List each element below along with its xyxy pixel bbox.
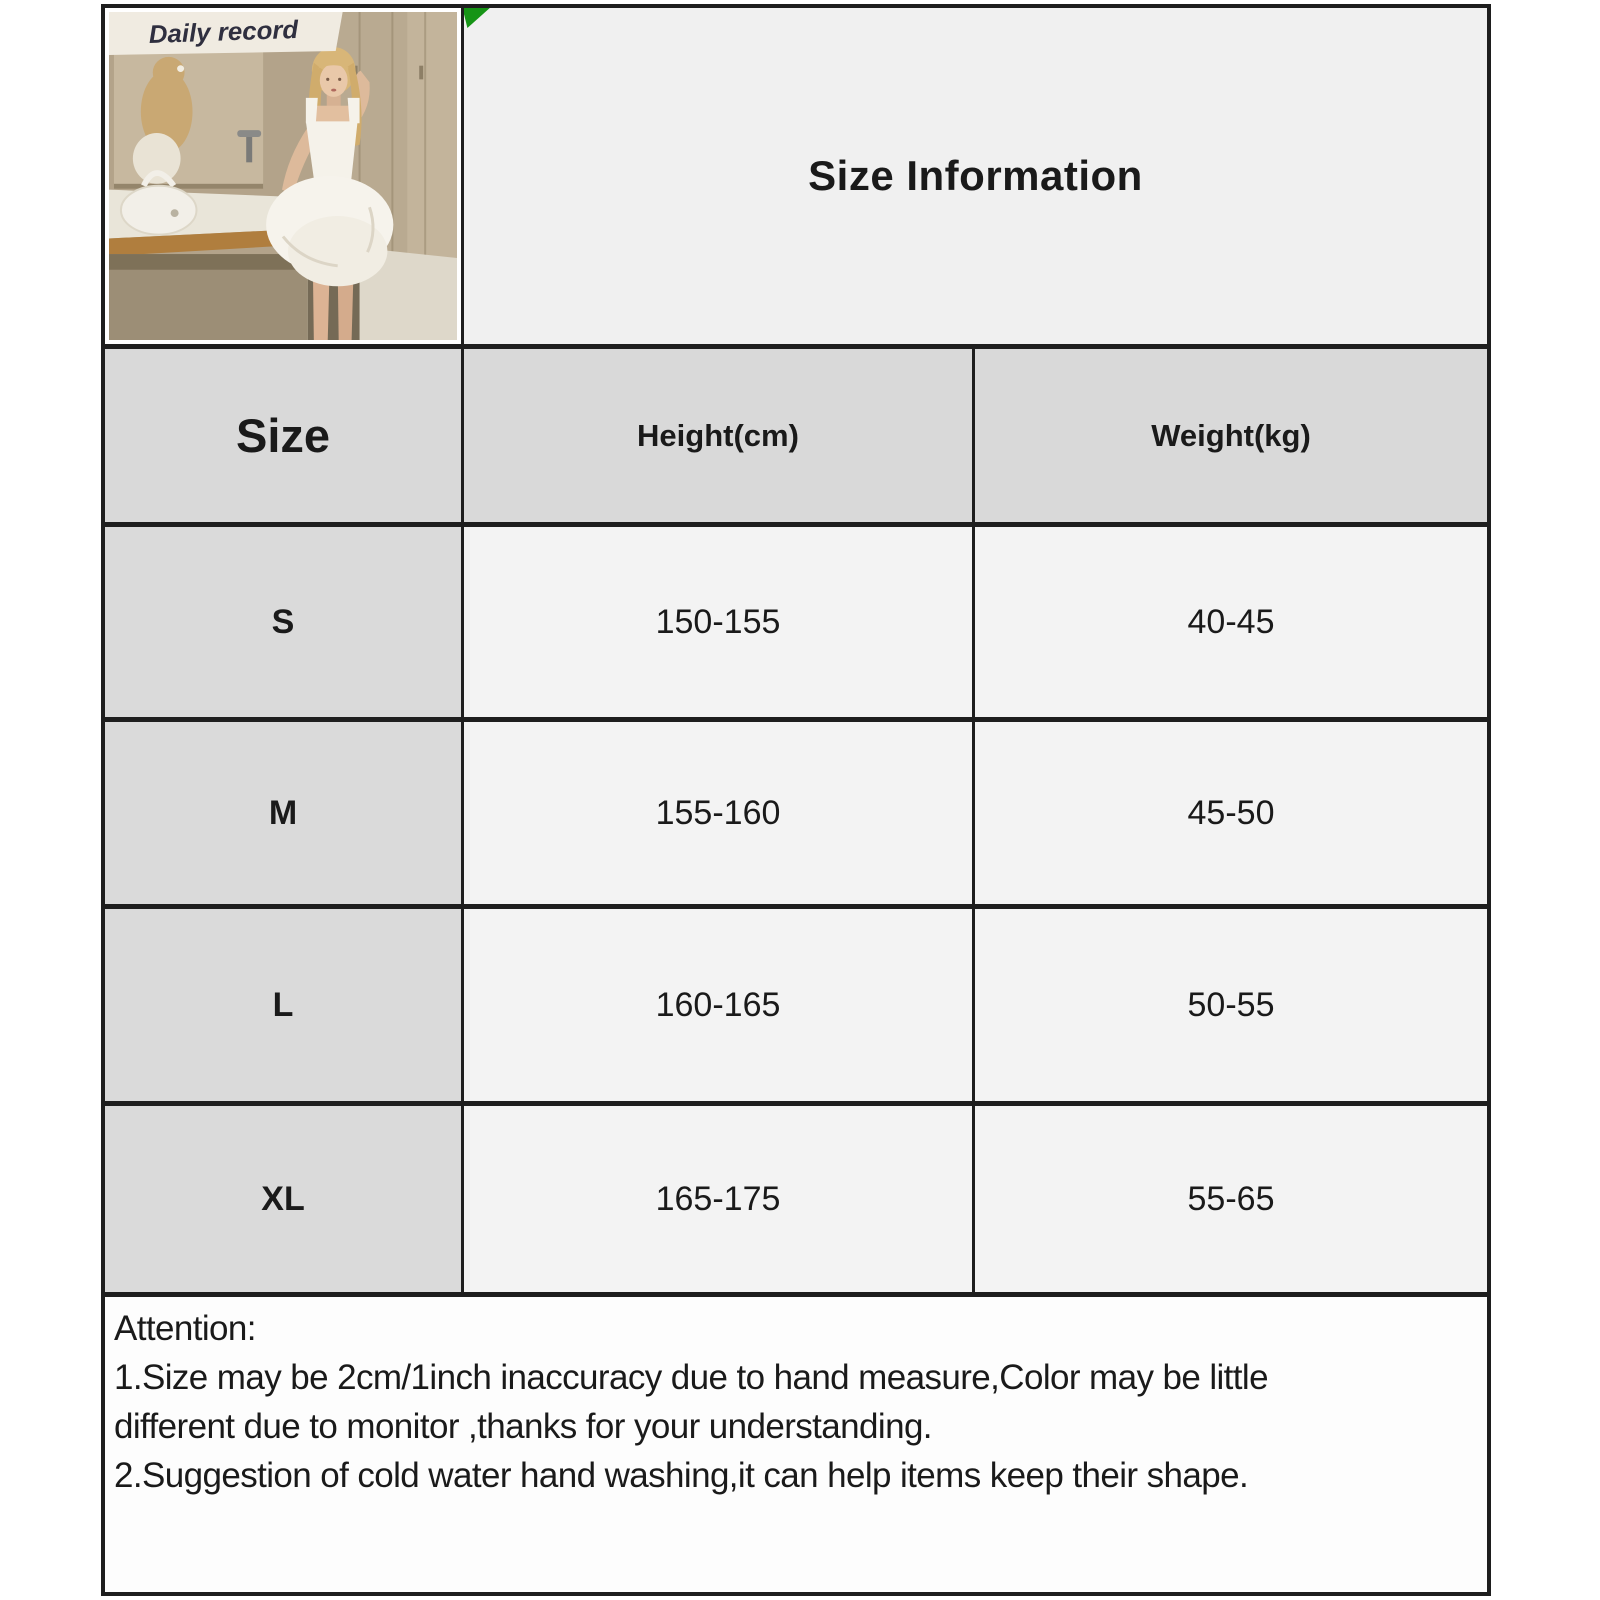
row-xl-weight: 55-65 bbox=[975, 1106, 1487, 1297]
attention-line-2: 2.Suggestion of cold water hand washing,it can help items keep their shape. bbox=[114, 1456, 1249, 1495]
row-s-size: S bbox=[105, 527, 464, 722]
green-corner-flag-icon bbox=[464, 8, 492, 28]
attention-line-1-cont: different due to monitor ,thanks for your understanding. bbox=[114, 1407, 932, 1446]
row-xl-size: XL bbox=[105, 1106, 464, 1297]
title-cell bbox=[464, 8, 1487, 349]
page-title: Size Information bbox=[808, 152, 1143, 199]
photo-banner bbox=[109, 12, 343, 55]
attention-note bbox=[105, 1297, 1487, 1592]
column-header-weight: Weight(kg) bbox=[975, 349, 1487, 527]
row-xl-height: 165-175 bbox=[464, 1106, 975, 1297]
row-s-height: 150-155 bbox=[464, 527, 975, 722]
attention-line-1: 1.Size may be 2cm/1inch inaccuracy due to hand measure,Color may be little bbox=[114, 1358, 1268, 1397]
photo-banner-text: Daily record bbox=[148, 16, 299, 49]
photo-mirror bbox=[114, 32, 263, 189]
row-m-weight: 45-50 bbox=[975, 722, 1487, 909]
size-information-table bbox=[101, 4, 1491, 1596]
row-s-weight: 40-45 bbox=[975, 527, 1487, 722]
row-m-height: 155-160 bbox=[464, 722, 975, 909]
row-l-size: L bbox=[105, 909, 464, 1106]
row-l-height: 160-165 bbox=[464, 909, 975, 1106]
product-photo-cell bbox=[105, 8, 464, 349]
column-header-size: Size bbox=[105, 349, 464, 527]
product-photo bbox=[109, 12, 457, 340]
row-m-size: M bbox=[105, 722, 464, 909]
column-header-height: Height(cm) bbox=[464, 349, 975, 527]
row-l-weight: 50-55 bbox=[975, 909, 1487, 1106]
attention-heading: Attention: bbox=[114, 1309, 256, 1348]
